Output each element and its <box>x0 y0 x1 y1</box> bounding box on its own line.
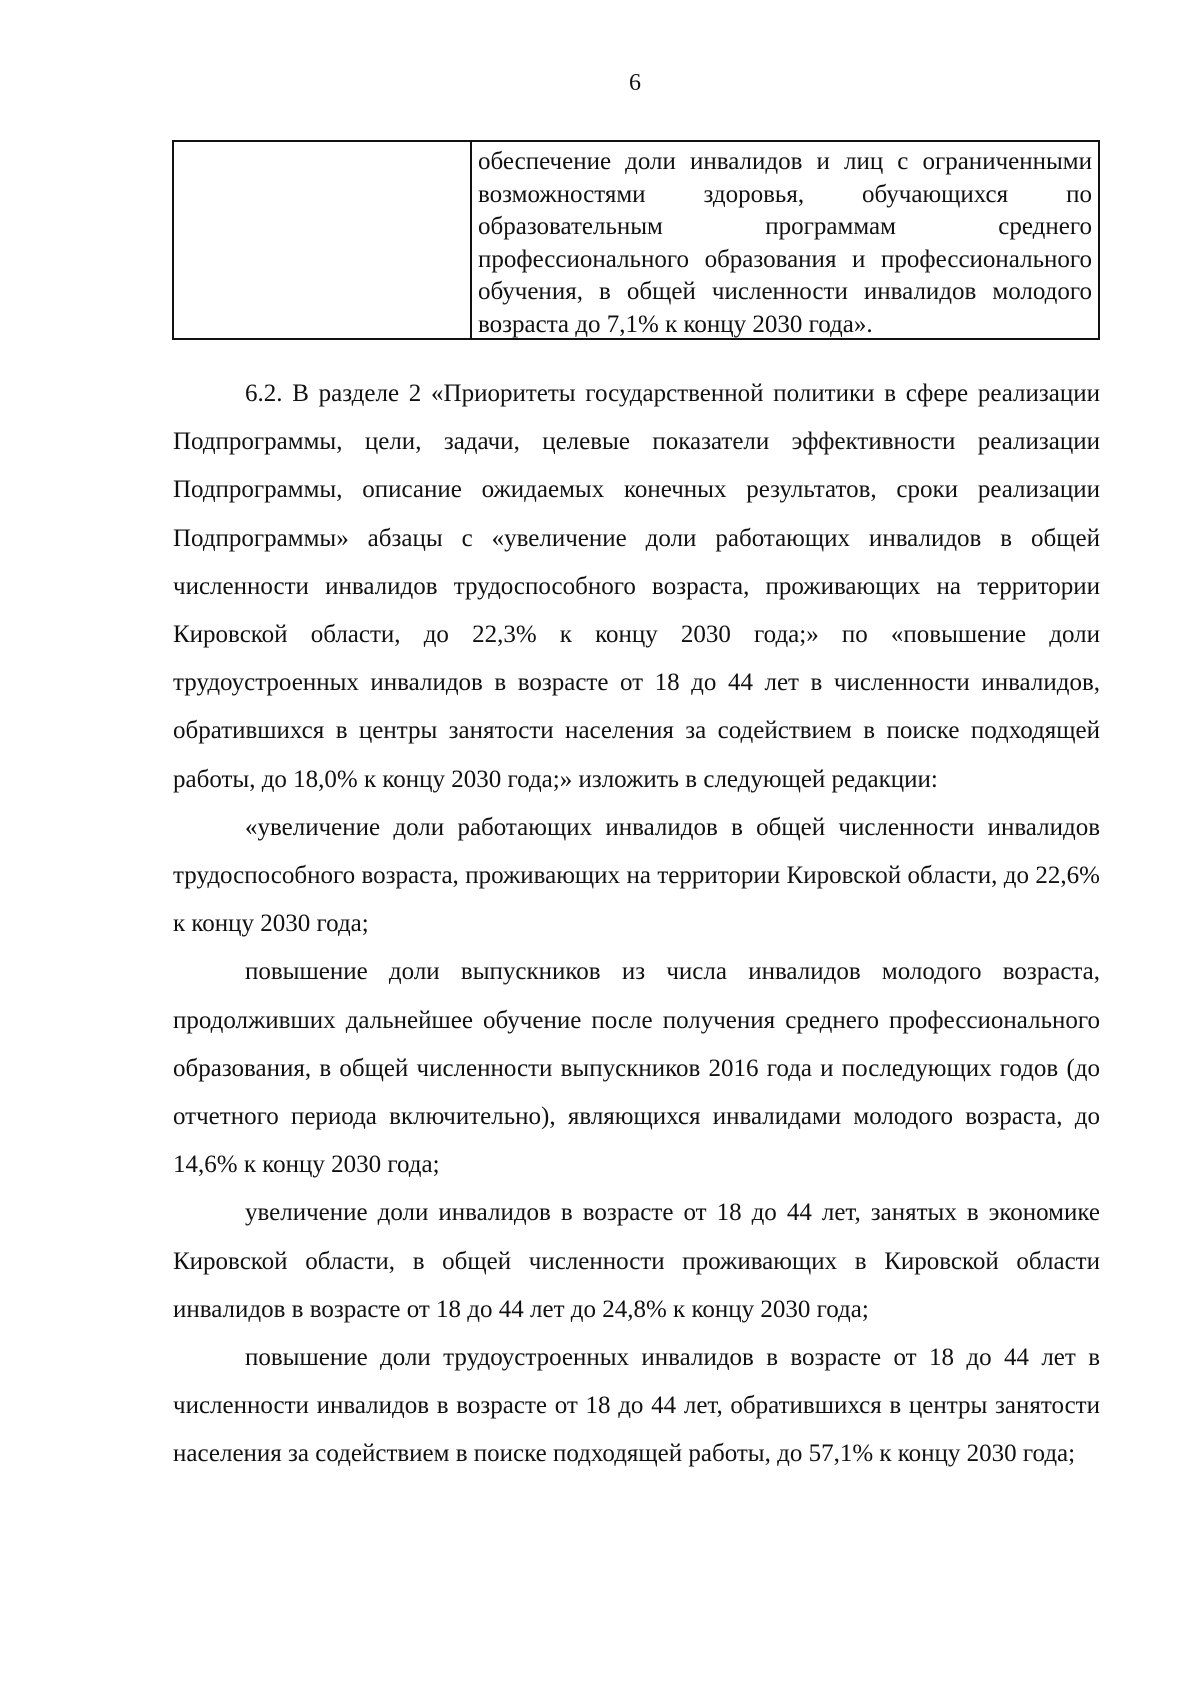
paragraph-section-6-2: 6.2. В разделе 2 «Приоритеты государственной политики в сфере реализации Подпрограммы, цели, задачи, целевые показатели эффективности реализации Подпрограммы, описание ожидаемых конечных результатов, сроки реализации Подпрограммы» абзацы с «увеличение доли работающих инвалидов в общей численности инвалидов трудоспособного возраста, проживающих на территории Кировской области, до 22,3% к концу 2030 года;» по «повышение доли трудоустроенных инвалидов в возрасте от 18 до 44 лет в численности инвалидов, обратившихся в центры занятости населения за содействием в поиске подходящей работы, до 18,0% к концу 2030 года;» изложить в следующей редакции: <box>173 380 1100 793</box>
paragraph-working-disabled: «увеличение доли работающих инвалидов в общей численности инвалидов трудоспособного возраста, проживающих на территории Кировской области, до 22,6% к концу 2030 года; <box>173 813 1100 938</box>
table-cell-right: обеспечение доли инвалидов и лиц с ограниченными возможностями здоровья, обучающихся по образовательным программам среднего профессионального образования и профессионального обучения, в общей численности инвалидов молодого возраста до 7,1% к концу 2030 года». <box>478 148 1092 338</box>
document-body <box>173 370 1100 1479</box>
page-number: 6 <box>629 70 641 96</box>
paragraph-employment-centers: повышение доли трудоустроенных инвалидов в возрасте от 18 до 44 лет в численности инвалидов в возрасте от 18 до 44 лет, обратившихся в центры занятости населения за содействием в поиске подходящей работы, до 57,1% к концу 2030 года; <box>173 1344 1100 1468</box>
paragraph-employed-18-44: увеличение доли инвалидов в возрасте от 18 до 44 лет, занятых в экономике Кировской области, в общей численности проживающих в Кировской области инвалидов в возрасте от 18 до 44 лет до 24,8% к концу 2030 года; <box>173 1199 1100 1323</box>
paragraph-graduates: повышение доли выпускников из числа инвалидов молодого возраста, продолживших дальнейшее обучение после получения среднего профессионального образования, в общей численности выпускников 2016 года и последующих годов (до отчетного периода включительно), являющихся инвалидами молодого возраста, до 14,6% к концу 2030 года; <box>173 958 1100 1179</box>
continuation-table <box>172 140 1100 340</box>
table-cell-left <box>174 142 472 338</box>
